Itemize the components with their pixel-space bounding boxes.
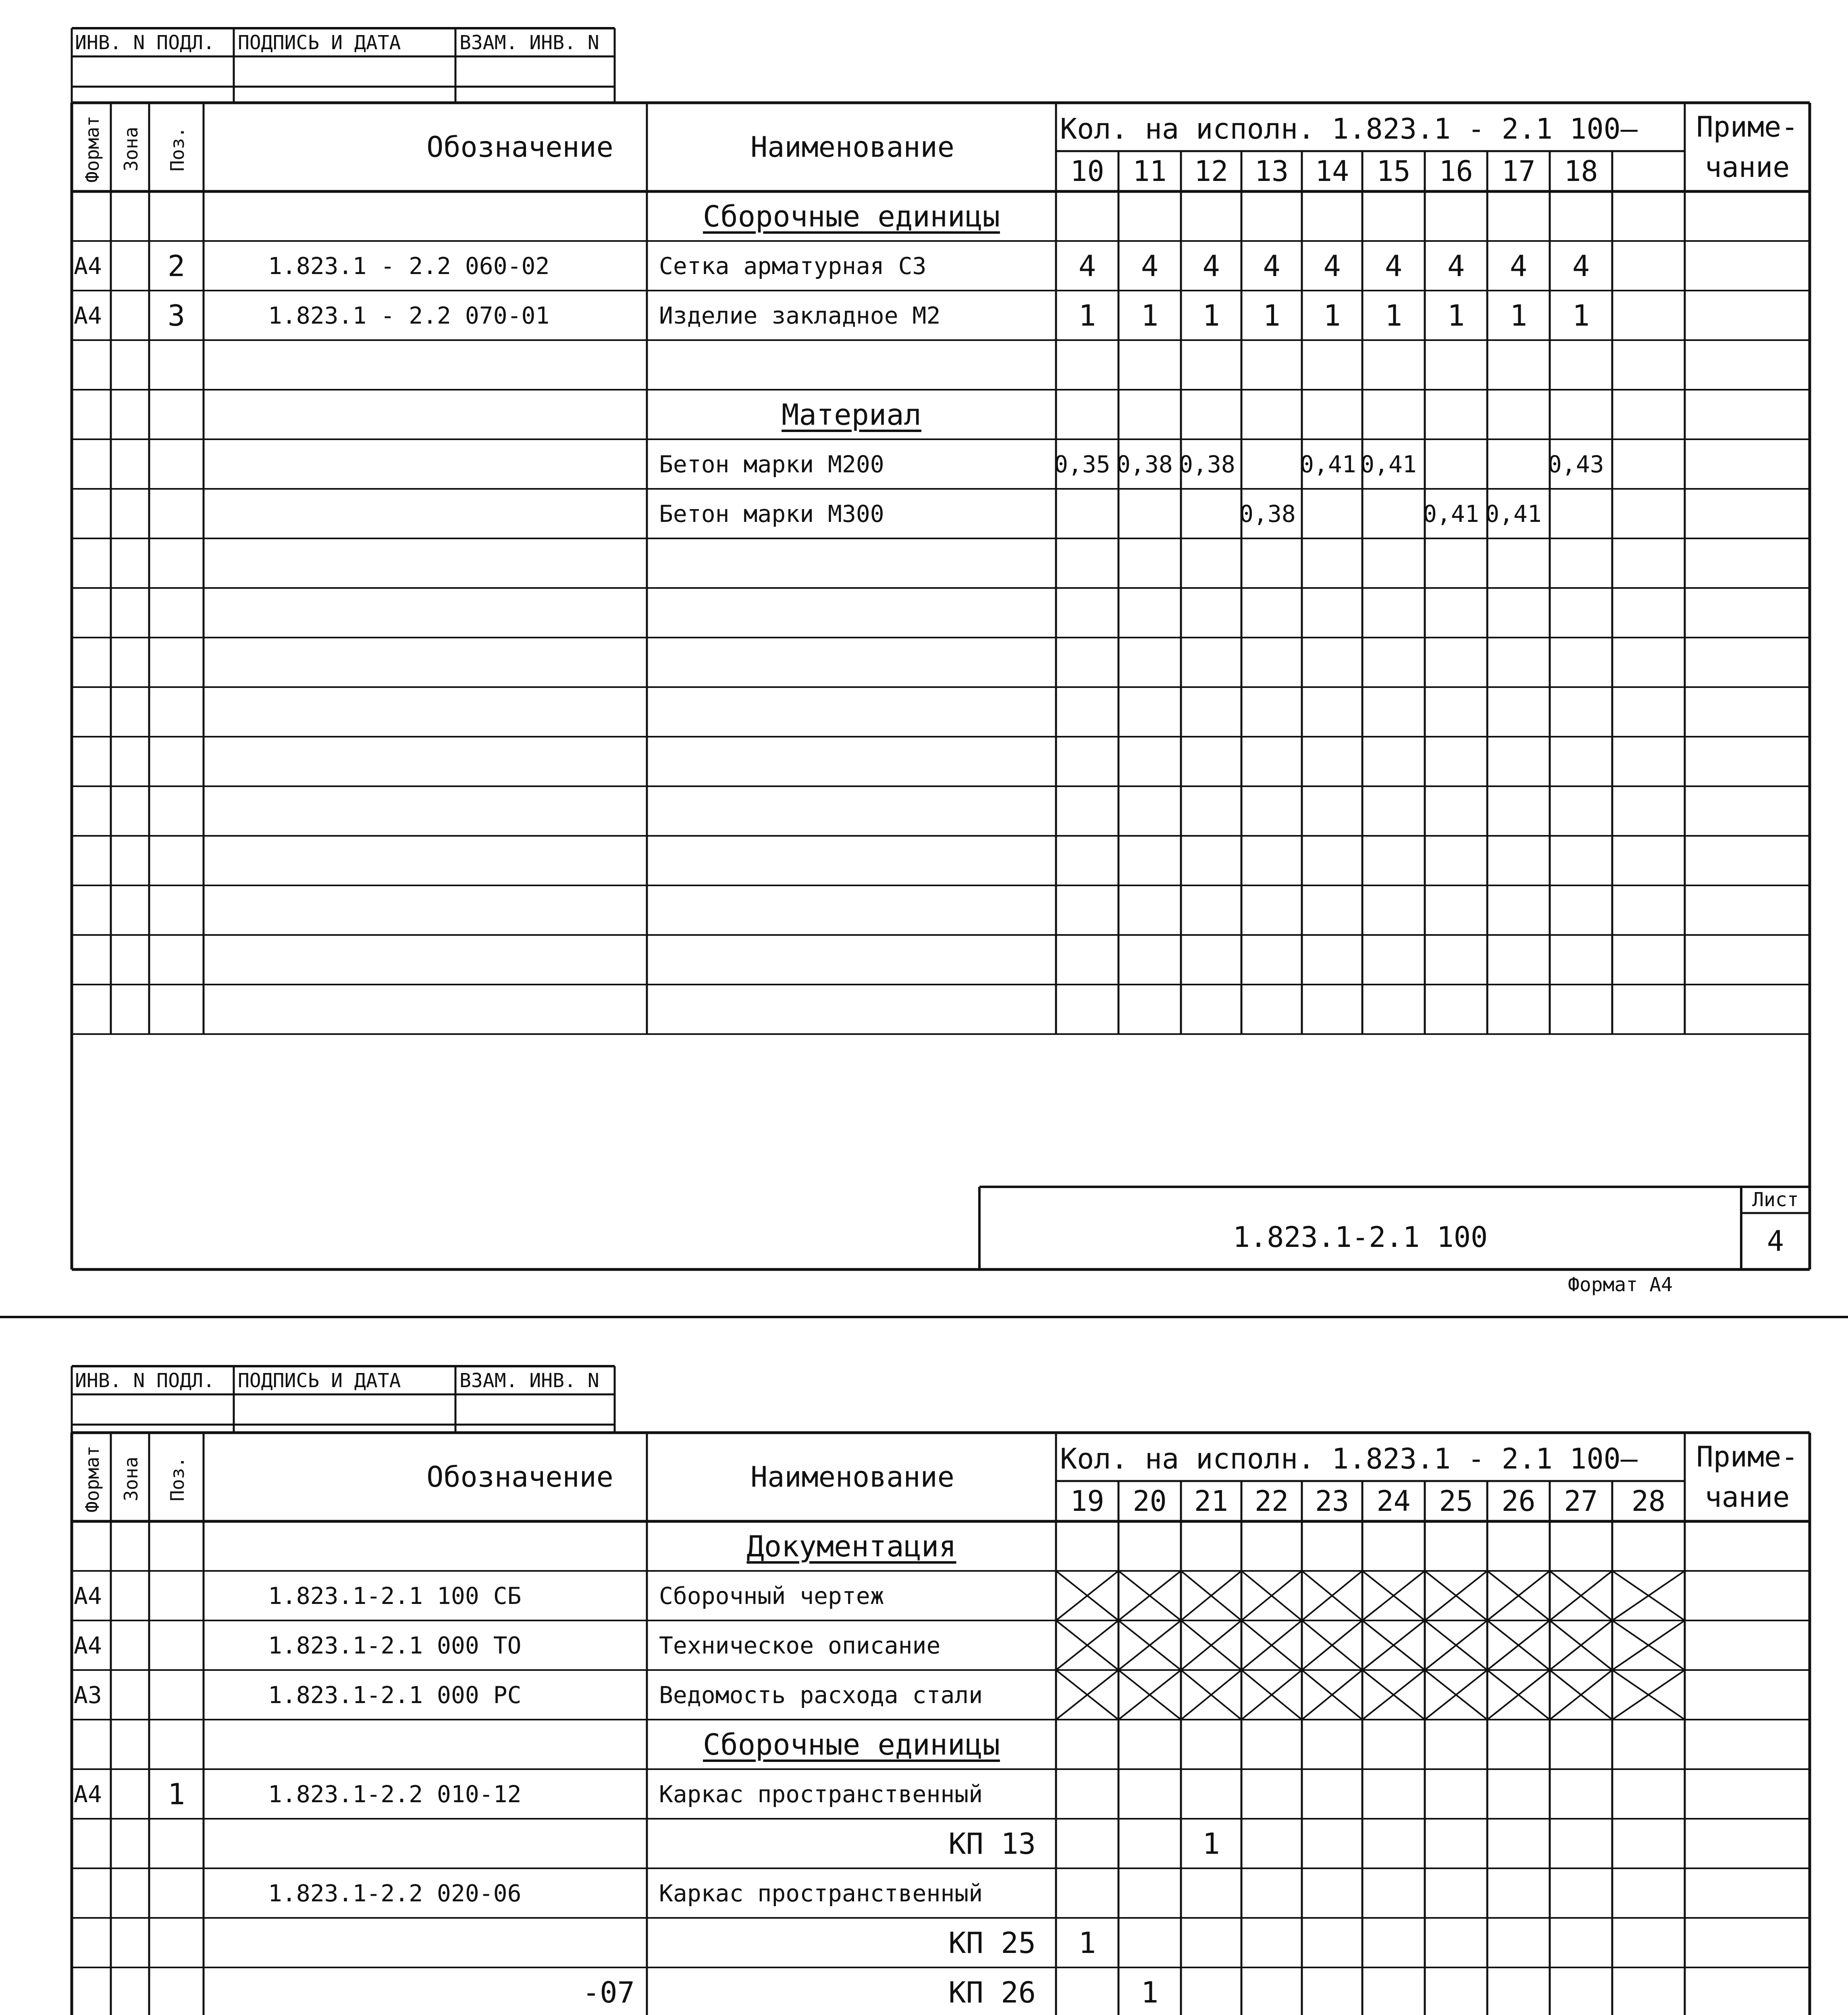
name-cell: Ведомость расхода стали (659, 1681, 983, 1709)
format-cell: А3 (74, 1681, 102, 1709)
variant-header: 27 (1564, 1485, 1598, 1518)
qty-cell: 1 (1572, 298, 1590, 332)
section-title (647, 191, 1056, 241)
qty-cell: 1 (1323, 298, 1341, 332)
variant-header: 25 (1439, 1485, 1473, 1518)
designation-cell: 1.823.1 - 2.2 070-01 (268, 301, 550, 329)
variant-header: 28 (1631, 1485, 1666, 1518)
qty-header: Кол. на исполн. 1.823.1 - 2.1 100— (1060, 1442, 1638, 1475)
pos-header: Поз. (166, 127, 188, 172)
format-cell: А4 (74, 301, 102, 329)
qty-cell: 0,41 (1423, 500, 1479, 528)
stamp-sign-label: ПОДПИСЬ И ДАТА (238, 1369, 401, 1392)
sheet-label: Лист (1752, 1188, 1799, 1211)
zone-header: Зона (120, 127, 142, 172)
section-title (647, 1521, 1056, 1571)
variant-header: 24 (1376, 1485, 1411, 1518)
variant-header (1612, 151, 1685, 191)
variant-header: 20 (1133, 1485, 1167, 1518)
qty-cell: 1 (1078, 298, 1096, 332)
designation-cell: 1.823.1-2.1 000 РС (268, 1681, 522, 1709)
section-title-text: Документация (746, 1529, 956, 1563)
qty-cell: 4 (1141, 249, 1159, 283)
qty-cell: 1 (1447, 298, 1465, 332)
qty-cell: 0,41 (1360, 450, 1417, 478)
qty-cell: 1 (1078, 1926, 1096, 1960)
qty-cell: 0,41 (1485, 500, 1542, 528)
variant-header: 22 (1254, 1485, 1289, 1518)
qty-cell: 4 (1202, 249, 1220, 283)
stamp-vzam-label: ВЗАМ. ИНВ. N (459, 1369, 599, 1392)
variant-header: 21 (1194, 1485, 1229, 1518)
format-header: Формат (81, 115, 103, 183)
name-cell: Каркас пространственный (659, 1879, 983, 1907)
qty-cell: 4 (1263, 249, 1281, 283)
variant-header: 26 (1501, 1485, 1536, 1518)
qty-cell: 0,35 (1054, 450, 1110, 478)
designation-header: Обозначение (426, 1460, 613, 1494)
variant-header: 11 (1133, 155, 1167, 188)
format-cell: А4 (74, 1582, 102, 1610)
qty-cell: 1 (1263, 298, 1281, 332)
variant-header: 18 (1564, 155, 1598, 188)
qty-cell: 0,38 (1239, 500, 1296, 528)
qty-cell: 4 (1509, 249, 1528, 283)
qty-cell: 0,38 (1179, 450, 1235, 478)
name-header: Наименование (750, 1460, 954, 1494)
zone-header: Зона (120, 1456, 142, 1502)
qty-header: Кол. на исполн. 1.823.1 - 2.1 100— (1060, 112, 1638, 145)
designation-header: Обозначение (426, 131, 613, 164)
designation-cell: -07 (582, 1975, 635, 2009)
name-cell: Техническое описание (659, 1631, 941, 1659)
name-cell: Каркас пространственный (659, 1780, 983, 1808)
name-cell: КП 25 (948, 1926, 1036, 1960)
qty-cell: 4 (1572, 249, 1590, 283)
qty-cell: 1 (1202, 1826, 1220, 1861)
qty-cell: 1 (1509, 298, 1528, 332)
variant-header: 15 (1376, 155, 1411, 188)
variant-header: 19 (1070, 1485, 1104, 1518)
qty-cell: 0,41 (1300, 450, 1356, 478)
pos-cell: 3 (167, 298, 185, 332)
name-cell: Бетон марки М300 (659, 500, 884, 528)
pos-cell: 1 (167, 1777, 185, 1811)
section-title-text: Сборочные единицы (703, 199, 1000, 233)
name-cell: Сборочный чертеж (659, 1582, 884, 1610)
variant-header: 23 (1315, 1485, 1349, 1518)
name-cell: Сетка арматурная С3 (659, 252, 927, 280)
note-header-2: чание (1705, 151, 1790, 184)
format-cell: А4 (74, 252, 102, 280)
qty-cell: 1 (1202, 298, 1220, 332)
qty-cell: 1 (1384, 298, 1403, 332)
section-title (647, 390, 1056, 439)
pos-header: Поз. (166, 1456, 188, 1502)
format-cell: А4 (74, 1780, 102, 1808)
format-header: Формат (81, 1445, 103, 1513)
qty-cell: 4 (1323, 249, 1341, 283)
title-block-code: 1.823.1-2.1 100 (1233, 1221, 1488, 1254)
designation-cell: 1.823.1-2.1 100 СБ (268, 1582, 522, 1610)
note-header-2: чание (1705, 1481, 1790, 1514)
variant-header: 14 (1315, 155, 1349, 188)
qty-cell: 1 (1141, 298, 1159, 332)
stamp-inv-label: ИНВ. N ПОДЛ. (75, 1369, 215, 1392)
name-cell: Изделие закладное М2 (659, 301, 941, 329)
variant-header: 12 (1194, 155, 1229, 188)
qty-cell: 0,38 (1116, 450, 1173, 478)
variant-header: 16 (1439, 155, 1473, 188)
format-cell: А4 (74, 1631, 102, 1659)
designation-cell: 1.823.1 - 2.2 060-02 (268, 252, 550, 280)
stamp-sign-label: ПОДПИСЬ И ДАТА (238, 31, 401, 54)
name-cell: Бетон марки М200 (659, 450, 884, 478)
note-header-1: Приме- (1696, 110, 1798, 143)
designation-cell: 1.823.1-2.1 000 ТО (268, 1631, 522, 1659)
section-title (647, 1720, 1056, 1769)
qty-cell: 1 (1141, 1975, 1159, 2009)
designation-cell: 1.823.1-2.2 010-12 (268, 1780, 522, 1808)
qty-cell: 4 (1447, 249, 1465, 283)
designation-cell: 1.823.1-2.2 020-06 (268, 1879, 522, 1907)
name-cell: КП 13 (948, 1826, 1036, 1861)
variant-header: 13 (1254, 155, 1289, 188)
section-title-text: Сборочные единицы (703, 1727, 1000, 1762)
qty-cell: 4 (1384, 249, 1403, 283)
sheet-separator (0, 1316, 1848, 1318)
note-header-1: Приме- (1696, 1440, 1798, 1473)
stamp-vzam-label: ВЗАМ. ИНВ. N (459, 31, 599, 54)
sheet-2 (0, 1342, 1848, 2015)
pos-cell: 2 (167, 249, 185, 283)
variant-header: 17 (1501, 155, 1536, 188)
qty-cell: 4 (1078, 249, 1096, 283)
format-footer: Формат А4 (1567, 1273, 1673, 1296)
name-cell: КП 26 (948, 1975, 1036, 2009)
name-header: Наименование (750, 131, 954, 164)
qty-cell: 0,43 (1548, 450, 1604, 478)
variant-header: 10 (1070, 155, 1104, 188)
sheet-number: 4 (1767, 1225, 1784, 1258)
stamp-inv-label: ИНВ. N ПОДЛ. (75, 31, 215, 54)
section-title-text: Материал (782, 397, 921, 432)
